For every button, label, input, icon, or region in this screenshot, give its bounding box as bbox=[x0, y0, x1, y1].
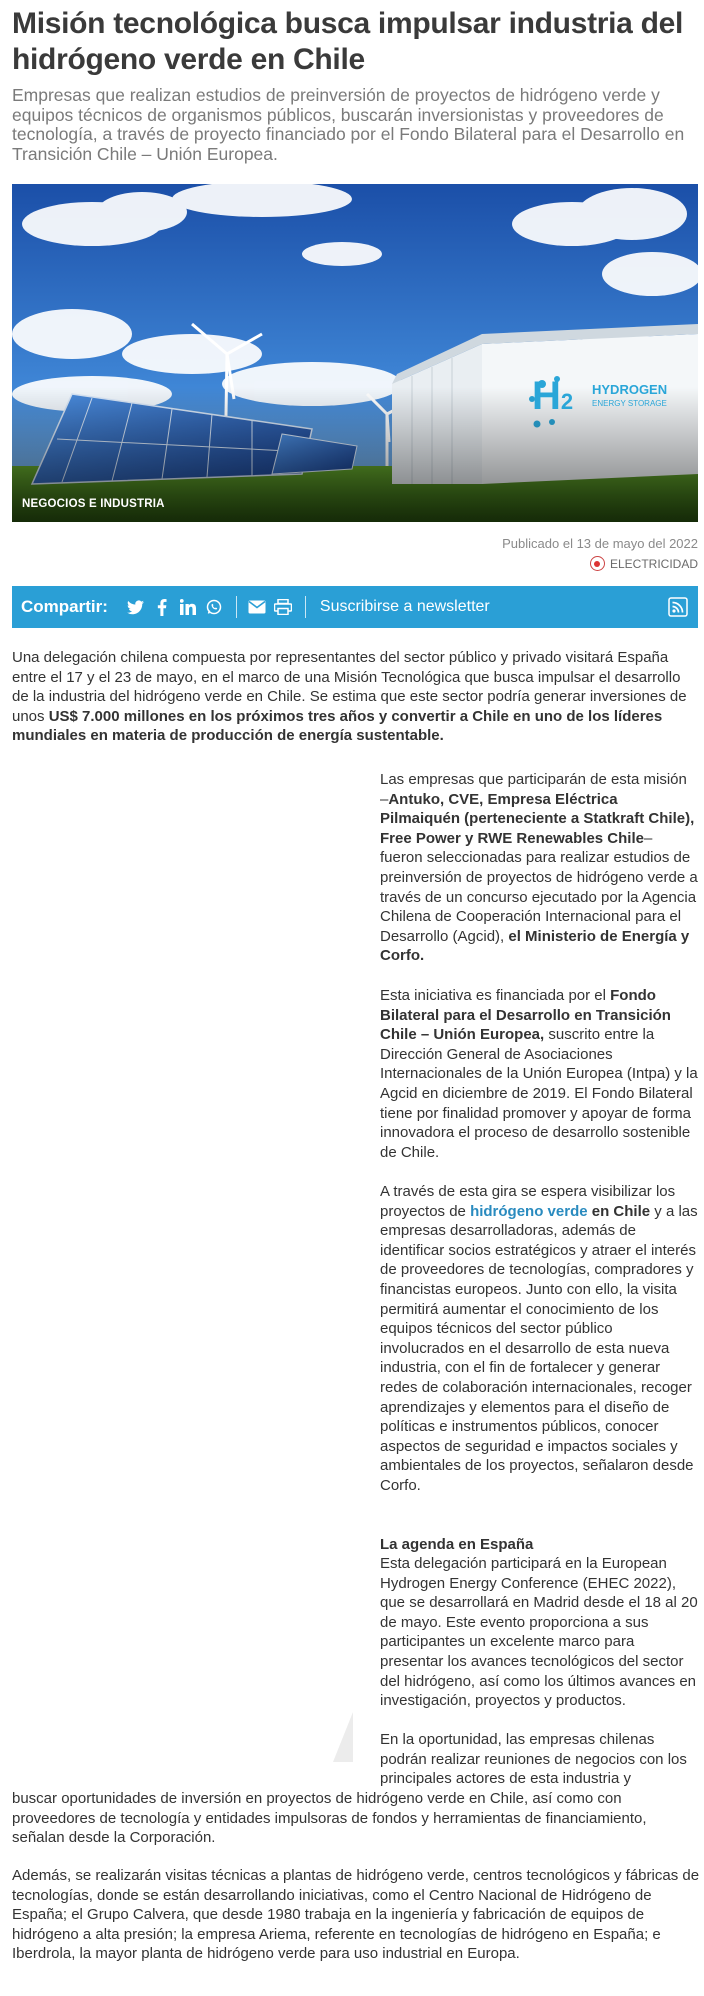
paragraph-funding: Esta iniciativa es financiada por el Fondo Bilateral para el Desarrollo en Transición Chile – Unión Europea, suscrito entre la Dirección General de Asociaciones Internacionales de la Unión Europea (Intpa) y la Agcid en diciembre de 2019. El Fondo Bilateral tiene por finalidad promover y apoyar de forma innovadora el proceso de desarrollo sostenible de Chile. bbox=[380, 987, 698, 1161]
facebook-icon[interactable] bbox=[152, 597, 172, 617]
decorative-shape bbox=[333, 1712, 353, 1762]
paragraph-tour: A través de esta gira se espera visibilizar los proyectos de hidrógeno verde en Chile y a las empresas desarrolladoras, además de identificar socios estratégicos y atraer el interés de proveedores de tecnologías, compradores y financistas europeos. Junto con ello, la visita permitirá aumentar el conocimiento de los equipos técnicos del sector público involucrados en el desarrollo de esta nueva industria, con el fin de fortalecer y generar redes de colaboración internacionales, recoger aprendizajes y elementos para el diseño de políticas e instrumentos públicos, conocer aspectos de seguridad e impactos sociales y ambientales de los proyectos, señalaron desde Corfo. bbox=[380, 1183, 698, 1494]
email-icon[interactable] bbox=[247, 597, 267, 617]
paragraph-visits: Además, se realizarán visitas técnicas a plantas de hidrógeno verde, centros tecnológicos y fábricas de tecnologías, donde se están desarrollando iniciativas, como el Centro Nacional de Hidrógeno de España; el Grupo Calvera, que desde 1980 trabaja en la ingeniería y fabricación de equipos de hidrógeno a alta presión; la empresa Ariema, referente en tecnologías de hidrógeno en España; e Iberdrola, la mayor planta de hidrógeno verde para uso industrial en Europa. bbox=[12, 1867, 700, 1963]
h2-symbol: H2 bbox=[532, 374, 574, 418]
category-link[interactable] bbox=[590, 556, 698, 571]
hydrogen-label: HYDROGEN bbox=[592, 382, 668, 397]
article-lead: Empresas que realizan estudios de preinversión de proyectos de hidrógeno verde y equipos técnicos de organismos públicos, buscarán inversionistas y proveedores de tecnología, a través de proyecto financiado por el Fondo Bilateral para el Desarrollo en Transición Chile – Unión Europea. bbox=[12, 85, 685, 164]
section-subheading: La agenda en España bbox=[380, 1536, 534, 1553]
rss-icon[interactable] bbox=[668, 597, 688, 617]
paragraph-meetings-a: En la oportunidad, las empresas chilenas podrán realizar reuniones de negocios con los principales actores de esta industria y bbox=[380, 1731, 687, 1788]
share-label: Compartir: bbox=[21, 597, 108, 616]
paragraph-meetings-b: buscar oportunidades de inversión en proyectos de hidrógeno verde en Chile, así como con proveedores de tecnología y entidades impulsoras de fondos y herramientas de financiamiento, señalan desde la Corporación. bbox=[12, 1790, 647, 1847]
publish-date: Publicado el 13 de mayo del 2022 bbox=[502, 536, 698, 551]
twitter-icon[interactable] bbox=[126, 597, 146, 617]
hidrogeno-verde-link[interactable]: hidrógeno verde bbox=[470, 1202, 588, 1220]
linkedin-icon[interactable] bbox=[178, 597, 198, 617]
share-divider bbox=[236, 596, 237, 618]
newsletter-link[interactable]: Suscribirse a newsletter bbox=[319, 598, 490, 615]
hero-image bbox=[12, 184, 698, 522]
paragraph-agenda: Esta delegación participará en la European Hydrogen Energy Conference (EHEC 2022), que se desarrollará en Madrid desde el 18 al 20 de mayo. Este evento proporciona a sus participantes un excelente marco para presentar los avances tecnológicos del sector del hidrógeno, así como los últimos avances en investigación, proyectos y productos. bbox=[380, 1555, 698, 1710]
section-tag[interactable]: NEGOCIOS E INDUSTRIA bbox=[22, 498, 165, 510]
print-icon[interactable] bbox=[273, 597, 293, 617]
share-divider bbox=[305, 596, 306, 618]
paragraph-companies: Las empresas que participarán de esta misión –Antuko, CVE, Empresa Eléctrica Pilmaiquén (perteneciente a Statkraft Chile), Free Power y RWE Renewables Chile– fueron seleccionadas para realizar estudios de preinversión de proyectos de hidrógeno verde a través de un concurso ejecutado por la Agencia Chilena de Cooperación Internacional para el Desarrollo (Agcid), el Ministerio de Energía y Corfo. bbox=[380, 771, 698, 965]
paragraph-intro: Una delegación chilena compuesta por representantes del sector público y privado visitará España entre el 17 y el 23 de mayo, en el marco de una Misión Tecnológica que busca impulsar el desarrollo de la industria del hidrógeno verde en Chile. Se estima que este sector podría generar inversiones de unos US$ 7.000 millones en los próximos tres años y convertir a Chile en uno de los líderes mundiales en materia de producción de energía sustentable. bbox=[12, 649, 687, 745]
energy-storage-label: ENERGY STORAGE bbox=[592, 399, 667, 408]
share-bar bbox=[12, 586, 698, 628]
hydrogen-solar-illustration bbox=[12, 184, 698, 522]
lightning-category-icon bbox=[590, 556, 605, 571]
whatsapp-icon[interactable] bbox=[204, 597, 224, 617]
category-label: ELECTRICIDAD bbox=[609, 556, 698, 571]
article-title: Misión tecnológica busca impulsar industria del hidrógeno verde en Chile bbox=[12, 7, 684, 76]
